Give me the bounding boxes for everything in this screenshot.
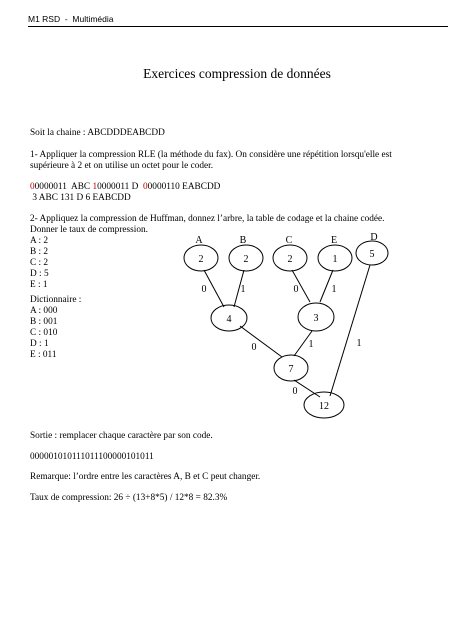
bits-chunk: 0000011 ABC xyxy=(34,182,93,192)
document-title: Exercices compression de données xyxy=(143,66,331,81)
edge-label: 0 xyxy=(292,386,298,397)
remark: Remarque: l’ordre entre les caractères A, B et C peut changer. xyxy=(30,472,261,482)
question-1-line-1: 1- Appliquer la compression RLE (la méthode du fax). On considère une répétition lorsqu'elle est xyxy=(30,150,392,160)
node-value: 2 xyxy=(287,254,293,265)
tree-edge xyxy=(201,270,224,307)
encoded-string: 000001010111011100000101011 xyxy=(30,452,154,462)
bits-chunk: 0000110 EABCDD xyxy=(147,182,221,192)
node-value: 4 xyxy=(226,314,232,325)
leaf-label: B xyxy=(239,235,247,246)
edge-label: 0 xyxy=(251,342,257,353)
tree-edge xyxy=(294,380,320,397)
edge-label: 1 xyxy=(308,339,314,350)
bits-chunk: 0000011 D xyxy=(97,182,143,192)
edge-label: 0 xyxy=(293,284,299,295)
page-header: M1 RSD - Multimédia xyxy=(28,14,448,27)
question-2-line-1: 2- Appliquez la compression de Huffman, donnez l’arbre, la table de codage et la chaine codée. xyxy=(30,214,385,224)
frequency-item: C : 2 xyxy=(30,258,49,268)
dictionary-title: Dictionnaire : xyxy=(30,295,82,305)
node-value: 1 xyxy=(332,254,338,265)
dictionary-item: C : 010 xyxy=(30,328,58,338)
compression-rate: Taux de compression: 26 ÷ (13+8*5) / 12*8 = 82.3% xyxy=(30,493,228,503)
dictionary-item: D : 1 xyxy=(30,339,49,349)
node-value: 3 xyxy=(313,313,319,324)
tree-edge xyxy=(240,326,282,357)
frequency-item: A : 2 xyxy=(30,236,49,246)
dictionary-item: B : 001 xyxy=(30,317,58,327)
output-instruction: Sortie : remplacer chaque caractère par son code. xyxy=(30,431,213,441)
flag-bit: 1 xyxy=(92,182,98,192)
frequency-item: B : 2 xyxy=(30,247,49,257)
flag-bit: 0 xyxy=(30,182,35,192)
node-value: 2 xyxy=(198,254,204,265)
flag-bit: 0 xyxy=(142,182,148,192)
leaf-label: E xyxy=(330,235,338,246)
rle-decoded-line: 3 ABC 131 D 6 EABCDD xyxy=(30,193,131,203)
edge-label: 0 xyxy=(201,284,207,295)
dictionary-item: A : 000 xyxy=(30,306,58,316)
leaf-label: D xyxy=(370,232,378,243)
edge-label: 1 xyxy=(240,284,246,295)
leaf-label: C xyxy=(285,235,293,246)
leaf-label: A xyxy=(195,235,203,246)
question-1-line-2: supérieure à 2 et on utilise un octet pour le coder. xyxy=(30,161,214,171)
frequency-item: D : 5 xyxy=(30,269,49,279)
edge-label: 1 xyxy=(331,284,337,295)
question-2-line-2: Donner le taux de compression. xyxy=(30,225,148,235)
frequency-item: E : 1 xyxy=(30,280,48,290)
node-value: 7 xyxy=(288,364,294,375)
edge-label: 1 xyxy=(356,338,362,349)
node-value: 2 xyxy=(243,254,249,265)
intro-string: Soit la chaine : ABCDDDEABCDD xyxy=(30,128,165,138)
node-value: 5 xyxy=(369,249,375,260)
node-value: 12 xyxy=(319,401,329,412)
dictionary-item: E : 011 xyxy=(30,350,57,360)
